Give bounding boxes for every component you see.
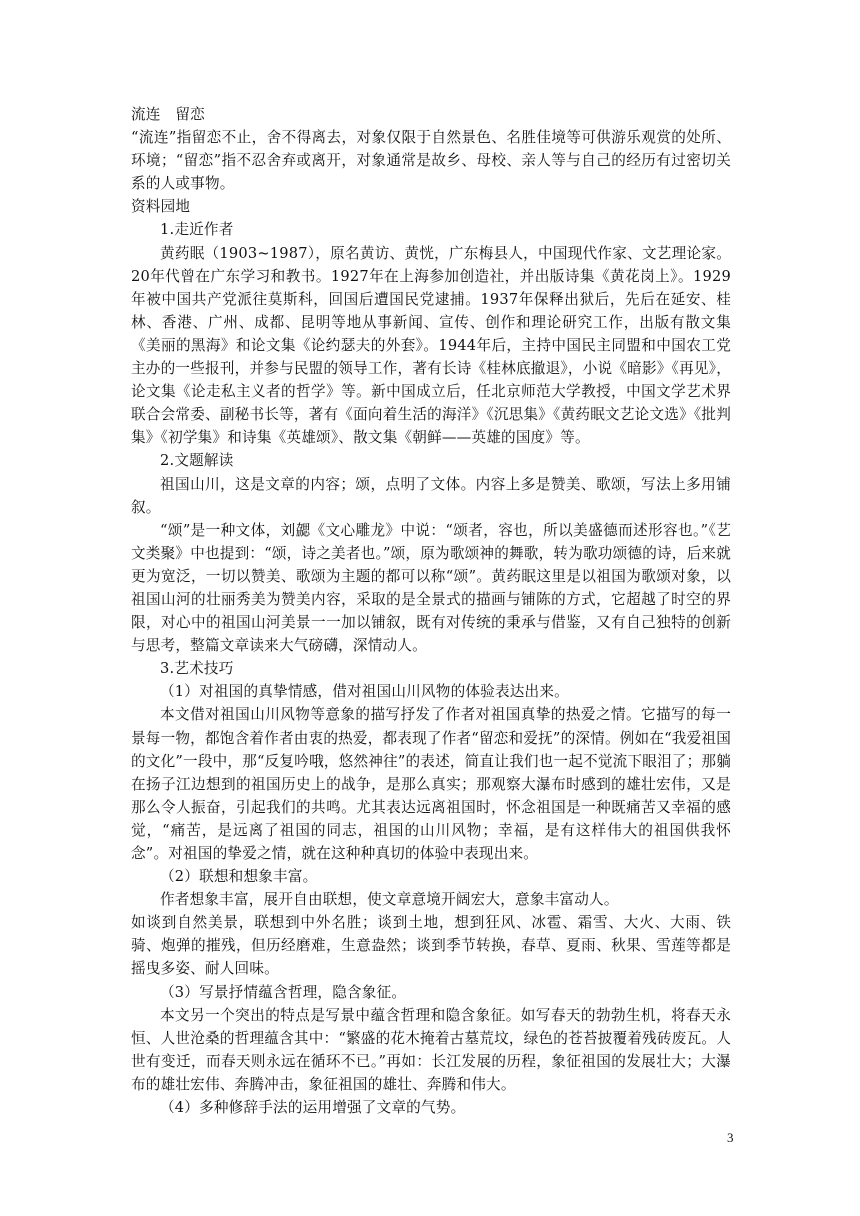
- paragraph: （4）多种修辞手法的运用增强了文章的气势。: [160, 1099, 466, 1117]
- paragraph: 本文另一个突出的特点是写景中蕴含哲理和隐含象征。如写春天的勃勃生机，将春天永恒、人世沧桑的哲理蕴含其中：“繁盛的花木掩着古墓荒坟，绿色的苍苔披覆着残砖废瓦。人世有变迁，而春天则永远在循环不已。”再如：长江发展的历程，象征祖国的发展壮大；大瀑布的雄壮宏伟、奔腾冲击，象征祖国的雄壮、奔腾和伟大。: [131, 1006, 731, 1093]
- paragraph: 祖国山川，这是文章的内容；颂，点明了文体。内容上多是赞美、歌颂，写法上多用铺叙。: [131, 475, 731, 516]
- paragraph: “流连”指留恋不止，舍不得离去，对象仅限于自然景色、名胜佳境等可供游乐观赏的处所、环境；“留恋”指不忍舍弃或离开，对象通常是故乡、母校、亲人等与自己的经历有过密切关系的人或事物。: [131, 129, 731, 193]
- paragraph: 2.文题解读: [160, 452, 234, 470]
- paragraph: （1）对祖国的真挚情感，借对祖国山川风物的体验表达出来。: [160, 683, 569, 701]
- paragraph: “颂”是一种文体，刘勰《文心雕龙》中说：“颂者，容也，所以美盛德而述形容也。”《艺文类聚》中也提到：“颂，诗之美者也。”颂，原为歌颂神的舞歌，转为歌功颂德的诗，后来就更为宽泛，一切以赞美、歌颂为主题的都可以称“颂”。黄药眠这里是以祖国为歌颂对象，以祖国山河的壮丽秀美为赞美内容，采取的是全景式的描画与铺陈的方式，它超越了时空的界限，对心中的祖国山河美景一一加以铺叙，既有对传统的秉承与借鉴，又有自己独特的创新与思考，整篇文章读来大气磅礴，深情动人。: [131, 521, 731, 655]
- paragraph: 资料园地: [131, 198, 191, 216]
- paragraph: 作者想象丰富，展开自由联想，使文章意境开阔宏大，意象丰富动人。: [160, 891, 619, 909]
- page-number: 3: [727, 1130, 734, 1145]
- paragraph: 3.艺术技巧: [160, 660, 234, 678]
- paragraph: 1.走近作者: [160, 221, 234, 239]
- paragraph: （3）写景抒情蕴含哲理，隐含象征。: [160, 983, 407, 1001]
- paragraph: （2）联想和想象丰富。: [160, 868, 318, 886]
- paragraph: 黄药眠（1903~1987），原名黄访、黄恍，广东梅县人，中国现代作家、文艺理论家。20年代曾在广东学习和教书。1927年在上海参加创造社，并出版诗集《黄花岗上》。1929年被中国共产党派往莫斯科，回国后遭国民党逮捕。1937年保释出狱后，先后在延安、桂林、香港、广州、成都、昆明等地从事新闻、宣传、创作和理论研究工作，出版有散文集《美丽的黑海》和论文集《论约瑟夫的外套》。1944年后，主持中国民主同盟和中国农工党主办的一些报刊，并参与民盟的领导工作，著有长诗《桂林底撤退》，小说《暗影》《再见》，论文集《论走私主义者的哲学》等。新中国成立后，任北京师范大学教授，中国文学艺术界联合会常委、副秘书长等，著有《面向着生活的海洋》《沉思集》《黄药眠文艺论文选》《批判集》《初学集》和诗集《英雄颂》、散文集《朝鲜——英雄的国度》等。: [131, 244, 731, 447]
- paragraph: 本文借对祖国山川风物等意象的描写抒发了作者对祖国真挚的热爱之情。它描写的每一景每一物，都饱含着作者由衷的热爱，都表现了作者“留恋和爱抚”的深情。例如在“我爱祖国的文化”一段中，那“反复吟哦，悠然神往”的表述，简直让我们也一起不觉流下眼泪了；那躺在扬子江边想到的祖国历史上的战争，是那么真实；那观察大瀑布时感到的雄壮宏伟，又是那么令人振奋，引起我们的共鸣。尤其表达远离祖国时，怀念祖国是一种既痛苦又幸福的感觉，“痛苦，是远离了祖国的同志，祖国的山川风物；幸福，是有这样伟大的祖国供我怀念”。对祖国的挚爱之情，就在这种种真切的体验中表现出来。: [131, 706, 731, 862]
- paragraph: 如谈到自然美景，联想到中外名胜；谈到土地，想到狂风、冰雹、霜雪、大火、大雨、铁骑、炮弹的摧残，但历经磨难，生意盎然；谈到季节转换，春草、夏雨、秋果、雪莲等都是摇曳多姿、耐人回味。: [131, 914, 731, 978]
- document-body: [131, 103, 731, 1119]
- paragraph: 流连 留恋: [131, 106, 205, 123]
